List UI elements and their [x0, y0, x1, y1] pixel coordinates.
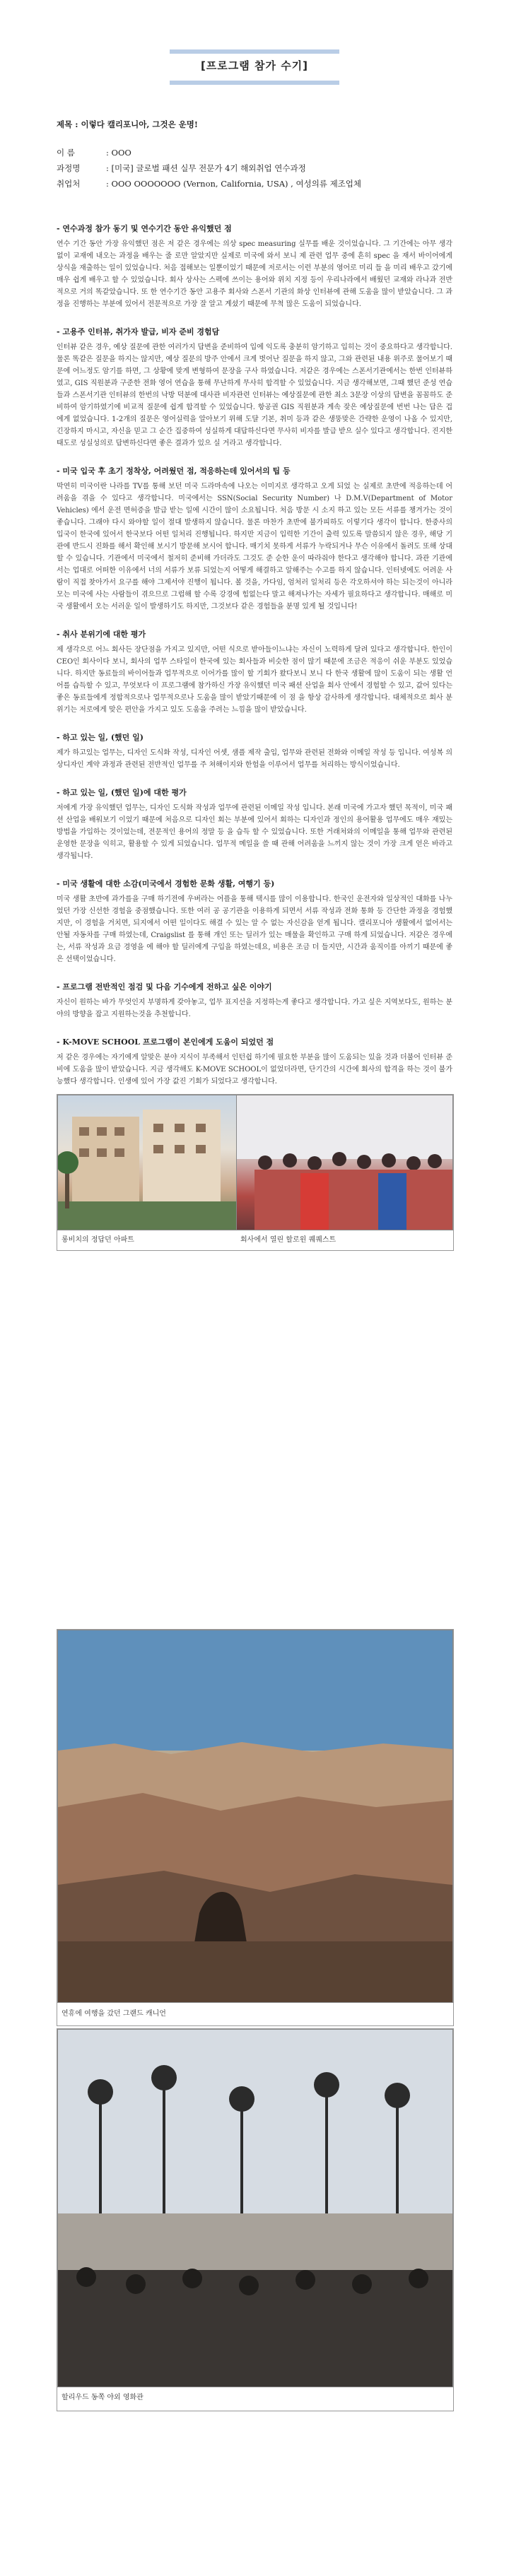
section-advice	[57, 981, 452, 1021]
section-heading: - 연수과정 참가 동기 및 연수기간 동안 유익했던 점	[57, 224, 232, 233]
section-paragraph: 저 같은 경우에는 자기에게 알맞은 분야 지식이 부족해서 인턴쉽 하기에 필요한 부분을 많이 도움되는 있을 것과 더불어 인터뷰 준비에 도움을 많이 받았습니다. 지금 생각해도 K-MOVE SCHOOL이 없었더라면, 단기간의 시간에 회사의 합격을 하는 것이 불가능했다 생각합니다. 인생에 있어 가장 값진 기회가 되었다고 생각합니다.	[57, 1054, 452, 1086]
apartment-illustration	[58, 1095, 237, 1230]
document-meta	[57, 117, 452, 192]
course-row	[57, 160, 452, 176]
party-illustration	[237, 1095, 452, 1230]
banner-bottom-bar	[170, 81, 339, 85]
section-kmove-benefits	[57, 1036, 452, 1088]
section-motivation	[57, 223, 452, 310]
section-work-evaluation	[57, 787, 452, 862]
section-paragraph: 자신이 원하는 바가 무엇인지 부명하게 갖아놓고, 업무 표지선을 지정하는게 좋다고 생각합니다. 가고 싶은 지역보다도, 원하는 분야의 방향을 잡고 지원하는것을 추천합니다.	[57, 999, 452, 1018]
banner-top-bar	[170, 49, 339, 54]
section-paragraph: 연수 기간 동안 가장 유익했던 점은 저 같은 경우에는 의상 spec measuring 실무를 배운 것이었습니다. 그 기간에는 아무 생각 없이 교재에 내오는 과정을 배우는 줄 로만 알았지만 실제로 미국에 와서 보니 제 관련 업무 중에 흔히 spec 을 재서 바이어에게 상식을 재출하는 일이 있었습니다. 처음 접해보는 일뿐이었기 때문에 저로서는 이런 부분의 영어로 미리 들 을 미리 배우고 갔기에 매우 쉽게 배우고 할 수 있었습니다. 회사 상사는 스펙에 쓰이는 용어와 위치 지정 등이 우리나라에서 배웠던 교재와 라나과 전반적으로 거의 똑같았습니다. 또 한 연수기간 동안 고용주 회사와 스폰서 기관의 화상 인터뷰에 관해 도움을 많이 받았습니다. 그 과정을 진행하는 부분에 있어서 전문적으로 가장 잘 알고 계셨기 때문에 무척 많은 도움이 되었습니다.	[57, 240, 452, 308]
section-paragraph: 미국 생활 초반에 과가를을 구매 하기전에 우버라는 어플을 통해 택시를 많이 이용합니다. 한국인 운전자와 일상적인 대화를 나누었던 가장 신선한 경험을 중점했습니다. 또한 여러 공 공기관을 이용하게 되면서 서류 작성과 전화 통화 등 간단한 과정을 경험했지만, 이 경험을 거치면, 되지에서 어떤 일이다도 해결 수 있는 알 수 없는 자신감을 얻게 됩니다. 캘리포니아 생활에서 없어서는 안될 자동차를 구매 하였는데, Craigslist 를 통해 개인 또는 딜러가 있는 매물을 확인하고 구매 하게 되었습니다. 저같은 경우에는, 서류 작성과 요금 경영을 에 해야 할 딜러에게 구입을 하였는데요, 비용은 조금 더 들지만, 시간과 움직이를 아끼기 때문에 좋은 선택이었습니다.	[57, 895, 452, 963]
apartment-photo	[57, 1095, 238, 1230]
section-heading: - 고용주 인터뷰, 취가자 발급, 비자 준비 경험담	[57, 327, 220, 336]
employer-row	[57, 176, 452, 192]
outdoor-cinema-photo	[57, 2029, 453, 2387]
section-heading: - 미국 입국 후 초기 정착상, 어려웠던 점, 적응하는데 있어서의 팁 등	[57, 466, 291, 476]
halloween-party-photo	[236, 1095, 453, 1230]
section-paragraph: 인터뷰 같은 경우, 예상 질문에 관한 여러가지 답변을 준비하여 입에 익도록 충분히 암기하고 입히는 것이 중요하다고 생각합니다. 물론 똑같은 질문을 하지는 않지만, 예상 질문의 방주 안에서 크게 벗어난 질문을 하지 않고, 그와 관련된 내용 위주로 물어보기 때문에 어느정도 암기를 하면, 그 상황에 맞게 변형하여 문장을 구사 하였습니다. 저같은 경우에는 스폰서기관에서는 한번 인터뷰하였고, GIS 직원분과 구준한 전화 영어 연습을 통해 무난하게 무사히 합격할 수 있었습니다. 지금 생각해보면, 그때 했던 준성 연습들과 스폰서기관 인터뷰의 한번의 낙방 덕분에 대사관 비자관련 인터뷰는 예상질문에 관한 최소 3문장 이상의 답변을 꼼꼼하도 준비하여 암기하였기에 비교적 질문에 쉽게 합격할 수 있었습니다. 항공권 GIS 직원분과 계속 잦은 예상질문에 번번 나는 답은 겁 에게 없었습니다. 1-2개의 질문은 영어실력을 알아보기 위해 도달 기본, 취미 등과 같은 생뚱맞은 간략한 운영이 나올 수 있지만, 긴장하지 마시고, 자신을 믿고 그 순간 집중하여 성실하게 대답하신다면 무사히 비자를 발급 받으 실수 있다고 생각합니다. 진지한 태도로 성실성의로 답변하신다면 좋은 결과가 있으 실 거라고 생각합니다.	[57, 343, 452, 447]
cinema-illustration	[58, 2030, 452, 2387]
photo-row-1	[57, 1094, 454, 1251]
section-heading: - K-MOVE SCHOOL 프로그램이 본인에게 도움이 되었던 점	[57, 1037, 274, 1047]
section-work-duties	[57, 731, 452, 771]
section-company-atmosphere	[57, 628, 452, 716]
section-heading: - 미국 생활에 대한 소감(미국에서 경험한 문화 생활, 여행기 등)	[57, 879, 275, 888]
program-banner	[170, 49, 339, 83]
section-heading: - 프로그램 전반적인 점검 및 다음 기수에게 전하고 싶은 이야기	[57, 982, 272, 992]
canyon-caption: 연휴에 여행을 갔던 그랜드 캐니언	[62, 2010, 166, 2018]
section-settlement	[57, 465, 452, 613]
party-caption: 회사에서 열린 할로윈 퀘퀘스트	[240, 1236, 337, 1244]
section-life-in-usa	[57, 878, 452, 965]
photo-row-3	[57, 2028, 454, 2411]
section-heading: - 하고 있는 일, (했던 일)	[57, 733, 144, 742]
course-key: 과정명	[57, 163, 81, 173]
photo-row-2	[57, 1629, 454, 2026]
name-value: : OOO	[106, 148, 131, 158]
course-value: : [미국] 글로벌 패션 실무 전문가 4기 해외취업 연수과정	[106, 163, 306, 173]
banner-title: [프로그램 참가 수기]	[200, 59, 309, 72]
apartment-caption: 롱비치의 정답던 아파트	[62, 1236, 134, 1244]
employer-key: 취업처	[57, 179, 81, 189]
cinema-caption: 할리우드 동쪽 야외 영화관	[62, 2394, 144, 2401]
section-interview	[57, 326, 452, 449]
canyon-illustration	[58, 1630, 452, 2002]
section-paragraph: 제 생각으로 어느 회사든 장단점을 가지고 있지만, 어떤 식으로 받아들이느냐는 자신이 노력하게 달려 있다고 생각합니다. 한인이 CEO인 회사이다 보니, 회사의 업무 스타일이 한국에 있는 회사들과 비슷한 점이 많기 때문에 조금은 적응이 쉬운 부분도 있었습니다. 하지만 동료들의 바이어들과 업무적으로 이어가를 많이 할 기회가 왔다보니 보니 다 한국 생활에 많이 도움이 되는 생활 언어를 습득할 수 있고, 무엇보다 이 프로그램에 참가하신 가장 유익했던 미국 패션 산업을 회사 안에서 경험할 수 있고, 값어 있다는 좋은 동료들에게 정합적으로나 업무적으로나 도움을 많이 받았기때문에 이 점 을 항상 감사하게 생각합니다. 대체적으로 회사 분위기는 저로에게 맞은 편안을 가지고 있도 도움을 주려는 느낌을 많이 받았습니다.	[57, 646, 452, 714]
essay-body	[57, 223, 452, 1158]
subject-line: 제목 : 이렇다 캘리포니아, 그것은 운명!	[57, 119, 198, 129]
grand-canyon-photo	[57, 1630, 453, 2003]
employer-value: : OOO OOOOOOO (Vernon, California, USA) , 여성의류 제조업체	[106, 179, 362, 189]
section-paragraph: 저에게 가장 유익했던 업무는, 디자인 도식화 작성과 업무에 관련된 이메일 작성 입니다. 본래 미국에 가고자 했던 목적이, 미국 패션 산업을 배워보기 이었기 때문에 처음으로 디자인 회는 부분에 있어서 회하는 디자인과 정인의 용어활용 업무에도 매우 재밌는 방법을 가입하는 것이었는데, 전문적인 용어의 정말 등 을 습득 할 수 있었습니다. 또한 거래처와의 이메일을 통해 업무와 관련된 운영한 문장을 익히고, 활용할 수 있게 되었습니다. 업무적 메일을 쓸 때 관해 어려움을 느끼지 않는 것이 가장 크게 얻은 바라고 생각됩니다.	[57, 804, 452, 860]
section-heading: - 하고 있는 일, (했던 일)에 대한 평가	[57, 788, 187, 797]
name-key: 이 름	[57, 148, 75, 158]
section-paragraph: 막연히 미국이란 나라를 TV를 통해 보던 미국 드라마속에 나오는 이미지로 생각하고 오게 되었 는 실제로 초반에 적응하는데 어려움을 겪을 수 있다고 생각합니다. 미국에서는 SSN(Social Security Number) 나 D.M.V(Department of Motor Vehicles) 에서 운전 면허증을 발급 받는 일에 시간이 많이 소요됩니다. 처음 방문 시 소지 하고 있는 모든 서류를 챙겨가는 것이 좋습니다. 그래야 다시 와야할 일이 절대 발생하지 않습니다. 물론 마찬가 초반에 불가피하도 이렇기다 생각이 합니다. 한중사의 입국이 한국에 있어서 한국보다 어떤 일처리 진행됩니다. 하지만 지금이 입력한 기간이 출력 있도록 말씀되지 않은 경우, 해당 기관에 반드시 진화를 해서 확인해 보시기 방문해 보시어 합니다. 매기치 못하게 서류가 누락되거나 무슨 이유에서 돌려도 또해 상대 할 수 있습니다. 기관에서 미국에서 철저히 준비해 가더라도 그것도 준 순한 운이 따라줘야 한다고 생각해야 합니다. 과관 기관에서는 업대로 어떠한 이유에서 너의 서류가 보류 되었는지 어떻게 해결하고 알해주는 수고를 하지 않습니다. 인터넷에도 어려운 사람이 직접 찾아가서 요구를 해야 그제서야 진행이 됩니다. 볼 것을, 가다임, 엄처러 일처리 등은 각오하셔야 하는 되는것이 아니라 모는 미국에 사는 사람들이 겪으므로 그럽해 할 수록 강경에 힘없는다 말고 해져나가는 자세가 필요하다고 생각합니다. 매해로 미국 생활에서 오는 서러운 일이 발생하기도 하지만, 그것보다 같은 경험들을 분명 있게 될 것입니다!	[57, 483, 452, 611]
section-heading: - 취사 분위기에 대한 평가	[57, 630, 146, 639]
section-paragraph: 제가 하고있는 업무는, 디자인 도식화 작성, 디자인 어셋, 샘플 제작 출입, 업무와 관련된 전화와 이메일 작성 등 입니다. 여성복 의상디자인 계약 과정과 관련된 전반적인 업무를 주 쳐해이지와 한험을 이루어서 업무를 처리하는 방식이었습니다.	[57, 749, 452, 769]
name-row	[57, 145, 452, 160]
